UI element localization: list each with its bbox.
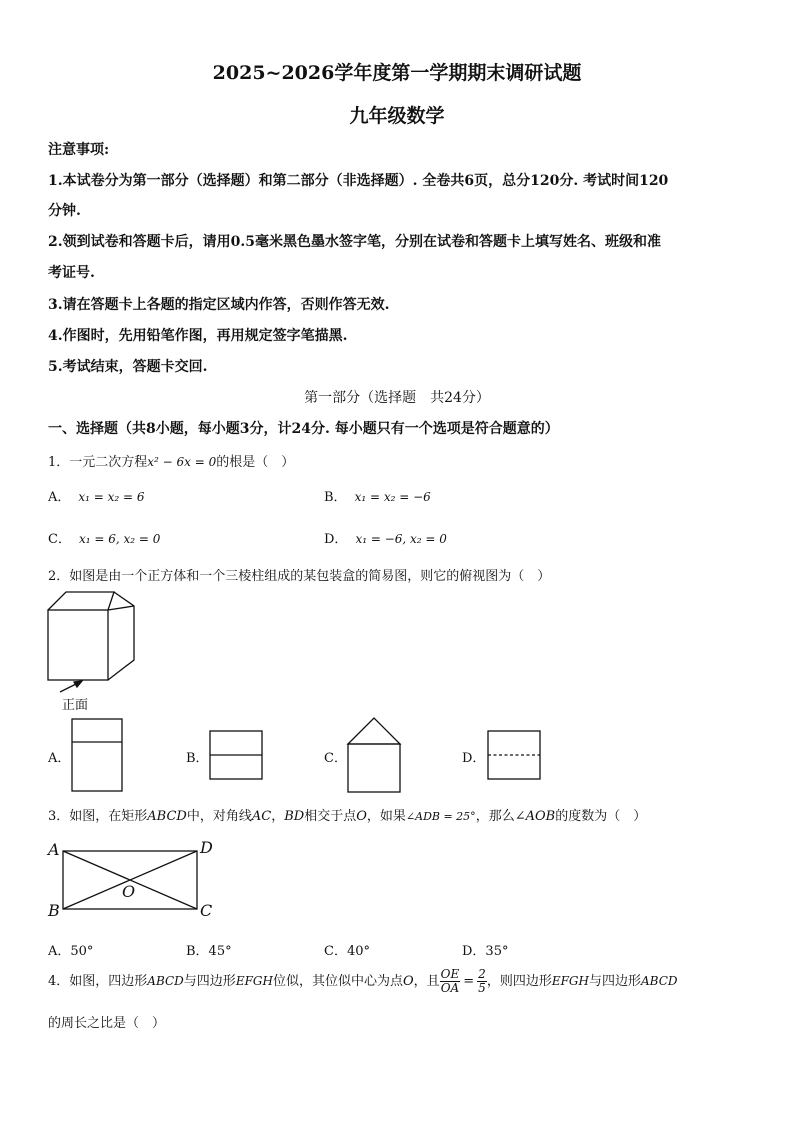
q2-front-label: 正面 (62, 698, 89, 713)
question-1-stem (48, 451, 294, 470)
notice-item-4: 4.作图时，先用铅笔作图，再用规定签字笔描黑. (48, 328, 348, 344)
q3-vertex-a: A (48, 840, 60, 859)
q1-option-d-text: x₁ = −6, x₂ = 0 (355, 532, 447, 546)
q4-frac1-numerator: OE (440, 967, 460, 981)
q3-stem-1: 3．如图，在矩形 (48, 809, 148, 824)
question-2-stem: 2．如图是由一个正方体和一个三棱柱组成的某包装盒的简易图，则它的俯视图为（ ） (48, 569, 551, 584)
q4-efgh: EFGH (235, 974, 273, 988)
q1-option-c[interactable] (48, 528, 160, 547)
notice-item-2-line-2: 考证号. (48, 265, 95, 281)
exam-subtitle: 九年级数学 (349, 105, 445, 127)
q3-bd: BD (284, 809, 305, 824)
q3-option-b[interactable]: B．45° (186, 944, 232, 959)
q1-option-d[interactable] (324, 528, 447, 547)
notice-item-3: 3.请在答题卡上各题的指定区域内作答，否则作答无效. (48, 297, 390, 313)
q4-fraction-2-5 (477, 968, 487, 995)
q1-equation: x² − 6x = 0 (147, 455, 217, 469)
notice-item-5: 5.考试结束，答题卡交回. (48, 359, 208, 375)
q1-option-b-label: B． (324, 490, 347, 505)
q3-aob: ∠AOB (514, 809, 556, 824)
q3-stem-7: 的度数为（ ） (555, 809, 647, 824)
q4-abcd: ABCD (147, 974, 184, 988)
q4-stem-6: 与四边形 (588, 974, 641, 989)
q4-stem-2: 与四边形 (183, 974, 236, 989)
exam-title: 2025~2026学年度第一学期期末调研试题 (212, 62, 582, 84)
q4-fraction-oe-oa (440, 968, 461, 995)
notice-item-1-line-1: 1.本试卷分为第一部分（选择题）和第二部分（非选择题）. 全卷共6页，总分120分. 考试时间120 (48, 173, 669, 189)
q3-rectangle-figure (62, 850, 198, 910)
q3-angle: ∠ADB = 25° (405, 810, 476, 823)
q3-vertex-d: D (200, 838, 213, 857)
q1-option-c-label: C． (48, 532, 71, 547)
q3-ac: AC (251, 809, 272, 824)
q3-option-c[interactable]: C．40° (324, 944, 370, 959)
q4-efgh-2: EFGH (551, 974, 589, 988)
notice-item-2-line-1: 2.领到试卷和答题卡后，请用0.5毫米黑色墨水签字笔，分别在试卷和答题卡上填写姓名、班级和准 (48, 234, 661, 250)
q1-option-b[interactable] (324, 486, 431, 505)
q4-stem-1: 4．如图，四边形 (48, 974, 148, 989)
q1-option-a-text: x₁ = x₂ = 6 (78, 490, 145, 504)
q2-option-d-figure[interactable] (487, 730, 541, 780)
q3-stem-5: ，如果 (366, 809, 406, 824)
q2-option-c-label[interactable]: C． (324, 751, 347, 766)
q3-stem-4: 相交于点 (304, 809, 357, 824)
question-4-stem (48, 968, 678, 995)
q4-stem-3: 位似，其位似中心为点 (272, 974, 403, 989)
q3-o: O (356, 809, 367, 824)
q3-vertex-b: B (48, 901, 60, 920)
q1-option-d-label: D． (324, 532, 348, 547)
q2-option-a-figure[interactable] (71, 718, 123, 792)
q1-stem-prefix: 1．一元二次方程 (48, 455, 148, 470)
q4-frac2-numerator: 2 (478, 967, 486, 981)
q1-option-b-text: x₁ = x₂ = −6 (354, 490, 431, 504)
notice-item-1-line-2: 分钟. (48, 203, 81, 219)
q2-option-d-label[interactable]: D． (462, 751, 486, 766)
q4-o: O (402, 974, 414, 989)
q4-line-2: 的周长之比是（ ） (48, 1016, 166, 1031)
q2-option-a-label[interactable]: A． (48, 751, 71, 766)
q3-center-o: O (122, 882, 136, 901)
q2-option-c-figure[interactable] (347, 717, 401, 793)
q1-option-a[interactable] (48, 486, 145, 505)
part1-heading: 第一部分（选择题 共24分） (304, 390, 490, 406)
q3-option-a[interactable]: A．50° (48, 944, 94, 959)
q4-equals: = (463, 974, 475, 989)
notice-heading: 注意事项: (48, 142, 110, 158)
q3-vertex-c: C (200, 901, 213, 920)
q3-stem-3: ， (271, 809, 285, 824)
q4-stem-4: ，且 (413, 974, 440, 989)
q2-option-b-label[interactable]: B． (186, 751, 209, 766)
q3-abcd: ABCD (147, 809, 187, 824)
q3-stem-6: ，那么 (475, 809, 515, 824)
q1-option-c-text: x₁ = 6, x₂ = 0 (78, 532, 161, 546)
q2-option-b-figure[interactable] (209, 730, 263, 780)
q3-stem-2: 中，对角线 (186, 809, 252, 824)
q4-stem-5: ，则四边形 (486, 974, 552, 989)
question-3-stem (48, 805, 646, 824)
q1-option-a-label: A． (48, 490, 71, 505)
q2-package-figure (46, 588, 146, 693)
section-heading: 一、选择题（共8小题，每小题3分，计24分. 每小题只有一个选项是符合题意的） (48, 421, 559, 437)
q4-abcd-2: ABCD (640, 974, 678, 988)
q4-frac2-denominator: 5 (478, 981, 486, 995)
q4-frac1-denominator: OA (440, 981, 460, 995)
q3-option-d[interactable]: D．35° (462, 944, 509, 959)
q1-stem-suffix: 的根是（ ） (216, 455, 295, 470)
